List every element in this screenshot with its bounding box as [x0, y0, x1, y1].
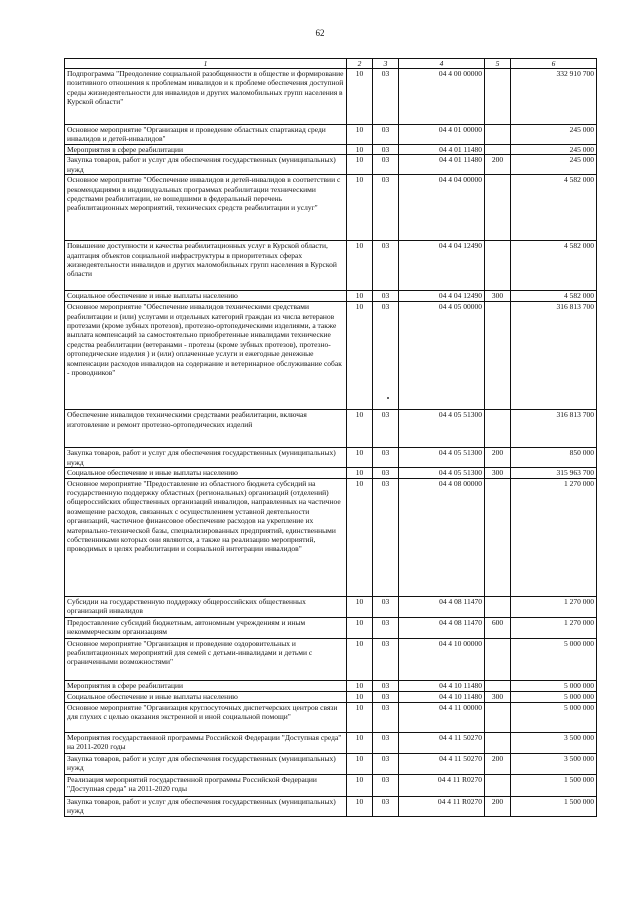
cell-vr: 200	[485, 155, 511, 175]
table-row	[65, 732, 597, 753]
table-row	[65, 478, 597, 596]
cell-name: Социальное обеспечение и иные выплаты населению	[65, 291, 347, 302]
cell-sum: 1 270 000	[511, 596, 597, 617]
table-row	[65, 796, 597, 816]
cell-sum: 316 813 700	[511, 410, 597, 448]
header-col-3: 3	[373, 59, 399, 69]
header-col-4: 4	[399, 59, 485, 69]
cell-name: Субсидии на государственную поддержку общероссийских общественных организаций инвалидов	[65, 596, 347, 617]
cell-rz: 10	[347, 691, 373, 702]
cell-pr: 03	[373, 796, 399, 816]
cell-csr: 04 4 05 51300	[399, 468, 485, 478]
cell-name: Обеспечение инвалидов техническими средствами реабилитации, включая изготовление и ремонт протезно-ортопедических изделий	[65, 410, 347, 448]
cell-rz: 10	[347, 145, 373, 155]
cell-rz: 10	[347, 125, 373, 145]
cell-rz: 10	[347, 732, 373, 753]
cell-pr: 03	[373, 680, 399, 691]
scan-speck	[387, 397, 389, 399]
table-row	[65, 448, 597, 468]
cell-csr: 04 4 01 11480	[399, 145, 485, 155]
cell-csr: 04 4 11 R0270	[399, 774, 485, 796]
cell-rz: 10	[347, 175, 373, 241]
cell-name: Закупка товаров, работ и услуг для обеспечения государственных (муниципальных) нужд	[65, 796, 347, 816]
cell-name: Предоставление субсидий бюджетным, автономным учреждениям и иным некоммерческим организациям	[65, 617, 347, 638]
cell-sum: 332 910 700	[511, 69, 597, 125]
cell-pr: 03	[373, 702, 399, 732]
table-row	[65, 125, 597, 145]
cell-rz: 10	[347, 596, 373, 617]
cell-sum: 316 813 700	[511, 302, 597, 410]
cell-vr: 200	[485, 448, 511, 468]
cell-vr	[485, 732, 511, 753]
cell-sum: 5 000 000	[511, 691, 597, 702]
cell-sum: 4 582 000	[511, 241, 597, 291]
table-row	[65, 302, 597, 410]
cell-pr: 03	[373, 291, 399, 302]
cell-sum: 850 000	[511, 448, 597, 468]
table-row	[65, 175, 597, 241]
cell-name: Мероприятия государственной программы Российской Федерации "Доступная среда" на 2011-2020 годы	[65, 732, 347, 753]
cell-pr: 03	[373, 410, 399, 448]
cell-sum: 4 582 000	[511, 291, 597, 302]
cell-rz: 10	[347, 617, 373, 638]
cell-rz: 10	[347, 241, 373, 291]
cell-vr: 300	[485, 291, 511, 302]
cell-name: Закупка товаров, работ и услуг для обеспечения государственных (муниципальных) нужд	[65, 155, 347, 175]
cell-pr: 03	[373, 691, 399, 702]
cell-pr: 03	[373, 468, 399, 478]
cell-rz: 10	[347, 680, 373, 691]
cell-rz: 10	[347, 774, 373, 796]
cell-csr: 04 4 10 11480	[399, 680, 485, 691]
cell-csr: 04 4 08 11470	[399, 596, 485, 617]
cell-vr	[485, 125, 511, 145]
cell-csr: 04 4 01 00000	[399, 125, 485, 145]
cell-csr: 04 4 08 11470	[399, 617, 485, 638]
cell-vr	[485, 145, 511, 155]
header-col-1: 1	[65, 59, 347, 69]
header-col-2: 2	[347, 59, 373, 69]
cell-csr: 04 4 11 00000	[399, 702, 485, 732]
cell-vr: 300	[485, 468, 511, 478]
table-row	[65, 468, 597, 478]
cell-csr: 04 4 01 11480	[399, 155, 485, 175]
table-row	[65, 617, 597, 638]
cell-csr: 04 4 10 00000	[399, 638, 485, 680]
cell-sum: 5 000 000	[511, 638, 597, 680]
cell-rz: 10	[347, 291, 373, 302]
cell-sum: 3 500 000	[511, 732, 597, 753]
cell-rz: 10	[347, 155, 373, 175]
cell-rz: 10	[347, 410, 373, 448]
table-row	[65, 638, 597, 680]
cell-csr: 04 4 11 R0270	[399, 796, 485, 816]
cell-name: Социальное обеспечение и иные выплаты населению	[65, 691, 347, 702]
cell-pr: 03	[373, 617, 399, 638]
cell-csr: 04 4 04 12490	[399, 291, 485, 302]
cell-sum: 245 000	[511, 125, 597, 145]
cell-sum: 4 582 000	[511, 175, 597, 241]
cell-sum: 3 500 000	[511, 753, 597, 774]
table-row	[65, 691, 597, 702]
cell-name: Социальное обеспечение и иные выплаты населению	[65, 468, 347, 478]
cell-sum: 5 000 000	[511, 702, 597, 732]
cell-rz: 10	[347, 478, 373, 596]
cell-name: Закупка товаров, работ и услуг для обеспечения государственных (муниципальных) нужд	[65, 448, 347, 468]
cell-pr: 03	[373, 478, 399, 596]
cell-name: Основное мероприятие "Обеспечение инвалидов техническими средствами реабилитации и (или) услугами и отдельных категорий граждан из числа ветеранов протезами (кроме зубных протезов), протезно-ортопедическими изделиями, а также выплата компенсаций за самостоятельно приобретенные инвалидами технические средства реабилитации (ветеранами - протезы (кроме зубных протезов), протезно-ортопедические изделия ) и (или) оплаченные услуги и ежегодные денежные компенсации расходов инвалидов на содержание и ветеринарное обслуживание собак - проводников"	[65, 302, 347, 410]
cell-sum: 1 500 000	[511, 774, 597, 796]
cell-vr	[485, 702, 511, 732]
header-col-6: 6	[511, 59, 597, 69]
table-row	[65, 596, 597, 617]
cell-name: Повышение доступности и качества реабилитационных услуг в Курской области, адаптация объектов социальной инфраструктуры в приоритетных сферах жизнедеятельности инвалидов и других маломобильных групп населения в Курской области	[65, 241, 347, 291]
table-body	[65, 69, 597, 817]
table-row	[65, 241, 597, 291]
cell-rz: 10	[347, 69, 373, 125]
page-number: 62	[315, 28, 325, 38]
cell-name: Основное мероприятие "Предоставление из областного бюджета субсидий на государственную поддержку областных (региональных) организаций (отделений) общероссийских общественных организаций инвалидов, направленных на частичное возмещение расходов, связанных с осуществлением уставной деятельности организаций, частичное финансовое обеспечение расходов на укрепление их материально-технической базы, специализированных предприятий, единственными собственниками которых они являются, а также на реализацию мероприятий, проводимых в целях реабилитации и социальной интеграции инвалидов"	[65, 478, 347, 596]
cell-vr	[485, 774, 511, 796]
table-row	[65, 680, 597, 691]
cell-sum: 1 270 000	[511, 478, 597, 596]
cell-sum: 1 500 000	[511, 796, 597, 816]
table-row	[65, 145, 597, 155]
cell-pr: 03	[373, 175, 399, 241]
header-col-5: 5	[485, 59, 511, 69]
cell-name: Основное мероприятие "Организация и проведение областных спартакиад среди инвалидов и детей-инвалидов"	[65, 125, 347, 145]
cell-vr	[485, 241, 511, 291]
cell-pr: 03	[373, 302, 399, 410]
cell-name: Подпрограмма "Преодоление социальной разобщенности в обществе и формирование позитивного отношения к проблемам инвалидов и к проблеме обеспечения доступной среды жизнедеятельности для инвалидов и других маломобильных групп населения в Курской области"	[65, 69, 347, 125]
cell-vr	[485, 680, 511, 691]
cell-pr: 03	[373, 69, 399, 125]
table-row	[65, 410, 597, 448]
cell-sum: 315 963 700	[511, 468, 597, 478]
cell-csr: 04 4 11 50270	[399, 753, 485, 774]
cell-name: Основное мероприятие "Организация и проведение оздоровительных и реабилитационных мероприятий для семей с детьми-инвалидами и детьми с ограниченными возможностями"	[65, 638, 347, 680]
cell-rz: 10	[347, 302, 373, 410]
cell-name: Основное мероприятие "Обеспечение инвалидов и детей-инвалидов в соответствии с рекомендациями в индивидуальных программах реабилитации техническими средствами реабилитации, не вошедшими в федеральный перечень реабилитационных мероприятий, технических средств реабилитации и услуг"	[65, 175, 347, 241]
cell-name: Мероприятия в сфере реабилитации	[65, 680, 347, 691]
cell-vr	[485, 638, 511, 680]
cell-pr: 03	[373, 596, 399, 617]
table-row	[65, 155, 597, 175]
cell-vr: 600	[485, 617, 511, 638]
cell-vr	[485, 478, 511, 596]
cell-vr	[485, 410, 511, 448]
cell-name: Закупка товаров, работ и услуг для обеспечения государственных (муниципальных) нужд	[65, 753, 347, 774]
cell-vr	[485, 69, 511, 125]
table-row	[65, 69, 597, 125]
cell-rz: 10	[347, 448, 373, 468]
cell-rz: 10	[347, 468, 373, 478]
cell-rz: 10	[347, 638, 373, 680]
cell-vr	[485, 175, 511, 241]
cell-name: Основное мероприятие "Организация круглосуточных диспетчерских центров связи для глухих с целью оказания экстренной и иной социальной помощи"	[65, 702, 347, 732]
cell-vr	[485, 302, 511, 410]
cell-pr: 03	[373, 155, 399, 175]
table-header-row	[65, 59, 597, 69]
cell-vr: 200	[485, 796, 511, 816]
cell-csr: 04 4 11 50270	[399, 732, 485, 753]
table-row	[65, 753, 597, 774]
cell-sum: 245 000	[511, 145, 597, 155]
cell-pr: 03	[373, 145, 399, 155]
cell-vr: 200	[485, 753, 511, 774]
cell-csr: 04 4 08 00000	[399, 478, 485, 596]
cell-sum: 1 270 000	[511, 617, 597, 638]
cell-rz: 10	[347, 753, 373, 774]
cell-pr: 03	[373, 753, 399, 774]
cell-pr: 03	[373, 774, 399, 796]
cell-csr: 04 4 04 12490	[399, 241, 485, 291]
table-row	[65, 291, 597, 302]
cell-rz: 10	[347, 702, 373, 732]
cell-csr: 04 4 00 00000	[399, 69, 485, 125]
cell-rz: 10	[347, 796, 373, 816]
cell-csr: 04 4 05 51300	[399, 448, 485, 468]
cell-csr: 04 4 04 00000	[399, 175, 485, 241]
budget-table	[64, 58, 597, 817]
cell-csr: 04 4 05 00000	[399, 302, 485, 410]
table-row	[65, 702, 597, 732]
cell-name: Реализация мероприятий государственной программы Российской Федерации "Доступная среда" на 2011-2020 годы	[65, 774, 347, 796]
cell-csr: 04 4 05 51300	[399, 410, 485, 448]
cell-csr: 04 4 10 11480	[399, 691, 485, 702]
cell-name: Мероприятия в сфере реабилитации	[65, 145, 347, 155]
table-row	[65, 774, 597, 796]
cell-pr: 03	[373, 732, 399, 753]
cell-pr: 03	[373, 448, 399, 468]
cell-pr: 03	[373, 125, 399, 145]
cell-sum: 245 000	[511, 155, 597, 175]
cell-sum: 5 000 000	[511, 680, 597, 691]
cell-pr: 03	[373, 638, 399, 680]
cell-vr: 300	[485, 691, 511, 702]
cell-vr	[485, 596, 511, 617]
cell-pr: 03	[373, 241, 399, 291]
